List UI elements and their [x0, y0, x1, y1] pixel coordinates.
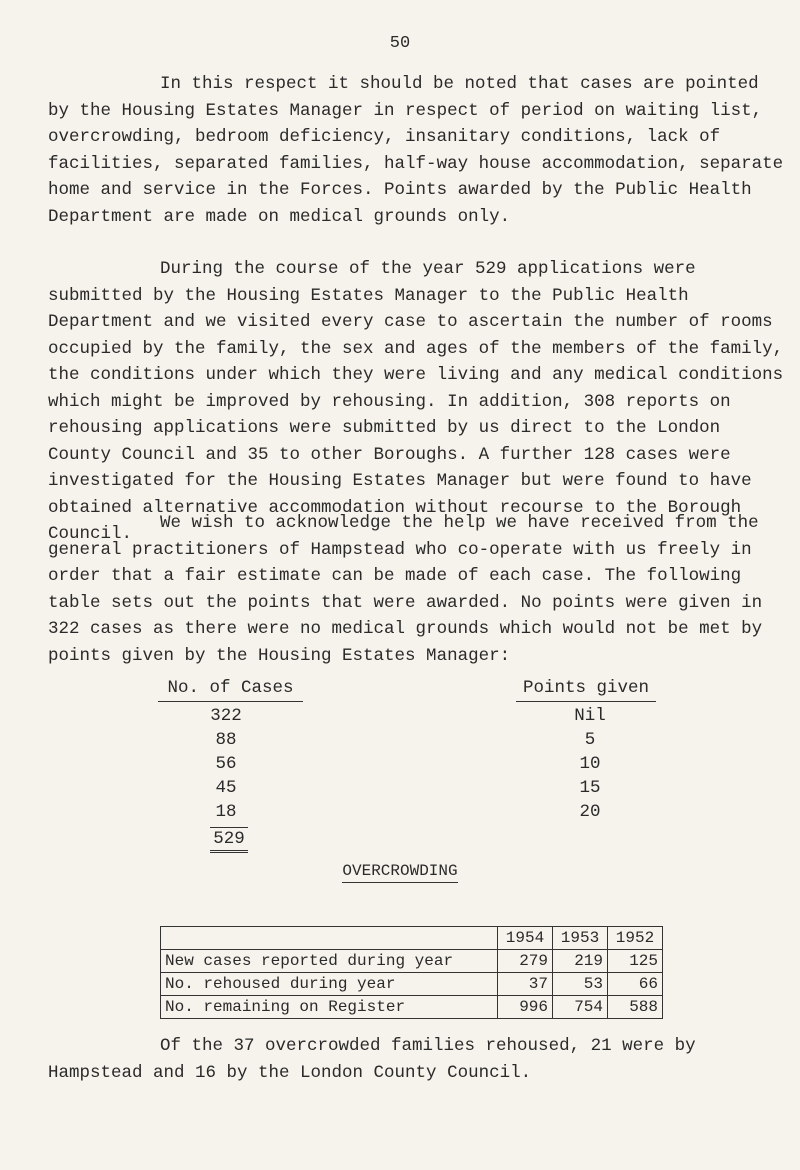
row-label: No. rehoused during year: [161, 973, 498, 996]
header-points-given: Points given: [516, 678, 656, 702]
cases-cell: 56: [215, 754, 237, 774]
cases-cell: 18: [215, 802, 237, 822]
table-row: [161, 973, 663, 996]
table-row: [0, 754, 800, 778]
value-cell: 53: [553, 973, 608, 996]
table-row: [161, 950, 663, 973]
page-number: 50: [389, 34, 411, 53]
paragraph-text: In this respect it should be noted that cases are pointed by the Housing Estates Manager in respect of period on waiting list, overcrowding, bedroom deficiency, insanitary conditions, lack of facilities, separated families, half-way house accommodation, separate home and service in the Forces. Points awarded by the Public Health Department are made on medical grounds only.: [48, 74, 784, 227]
table-row: [0, 778, 800, 802]
table-total-row: [0, 827, 800, 851]
paragraph-acknowledgement: [48, 510, 788, 669]
table-row: [0, 802, 800, 826]
overcrowding-title: [0, 862, 800, 880]
points-cell: 15: [579, 778, 601, 798]
year-header: 1954: [498, 927, 553, 950]
cases-cell: 322: [210, 706, 242, 726]
overcrowding-title-text: OVERCROWDING: [342, 862, 457, 883]
points-cell: 10: [579, 754, 601, 774]
cases-total: 529: [210, 827, 248, 853]
points-cell: Nil: [574, 706, 606, 726]
value-cell: 125: [608, 950, 663, 973]
table-row: [0, 730, 800, 754]
paragraph-points-criteria: [48, 71, 788, 230]
header-blank-cell: [161, 927, 498, 950]
paragraph-text: We wish to acknowledge the help we have received from the general practitioners of Hampstead who co-operate with us freely in order that a fair estimate can be made of each case. The following table sets out the points that were awarded. No points were given in 322 cases as there were no medical grounds which would not be met by points given by the Housing Estates Manager:: [48, 513, 763, 666]
row-label: No. remaining on Register: [161, 996, 498, 1019]
value-cell: 219: [553, 950, 608, 973]
points-cell: 20: [579, 802, 601, 822]
value-cell: 996: [498, 996, 553, 1019]
table-row: [161, 996, 663, 1019]
year-header: 1952: [608, 927, 663, 950]
points-cell: 5: [584, 730, 596, 750]
value-cell: 588: [608, 996, 663, 1019]
paragraph-rehoused-summary: [48, 1033, 788, 1086]
table-header-row: [161, 927, 663, 950]
value-cell: 279: [498, 950, 553, 973]
paragraph-applications: [48, 256, 788, 548]
cases-cell: 45: [215, 778, 237, 798]
paragraph-text: Of the 37 overcrowded families rehoused, 21 were by Hampstead and 16 by the London County Council.: [48, 1036, 696, 1083]
value-cell: 754: [553, 996, 608, 1019]
value-cell: 66: [608, 973, 663, 996]
paragraph-text: During the course of the year 529 applications were submitted by the Housing Estates Manager to the Public Health Department and we visited every case to ascertain the number of rooms occupied by the family, the sex and ages of the members of the family, the conditions under which they were living and any medical conditions which might be improved by rehousing. In addition, 308 reports on rehousing applications were submitted by us direct to the London County Council and 35 to other Boroughs. A further 128 cases were investigated for the Housing Estates Manager but were found to have obtained alternative accommodation without recourse to the Borough Council.: [48, 259, 784, 544]
year-header: 1953: [553, 927, 608, 950]
table-row: [0, 706, 800, 730]
header-no-of-cases: No. of Cases: [158, 678, 303, 702]
cases-cell: 88: [215, 730, 237, 750]
overcrowding-table: [160, 926, 663, 1019]
value-cell: 37: [498, 973, 553, 996]
row-label: New cases reported during year: [161, 950, 498, 973]
